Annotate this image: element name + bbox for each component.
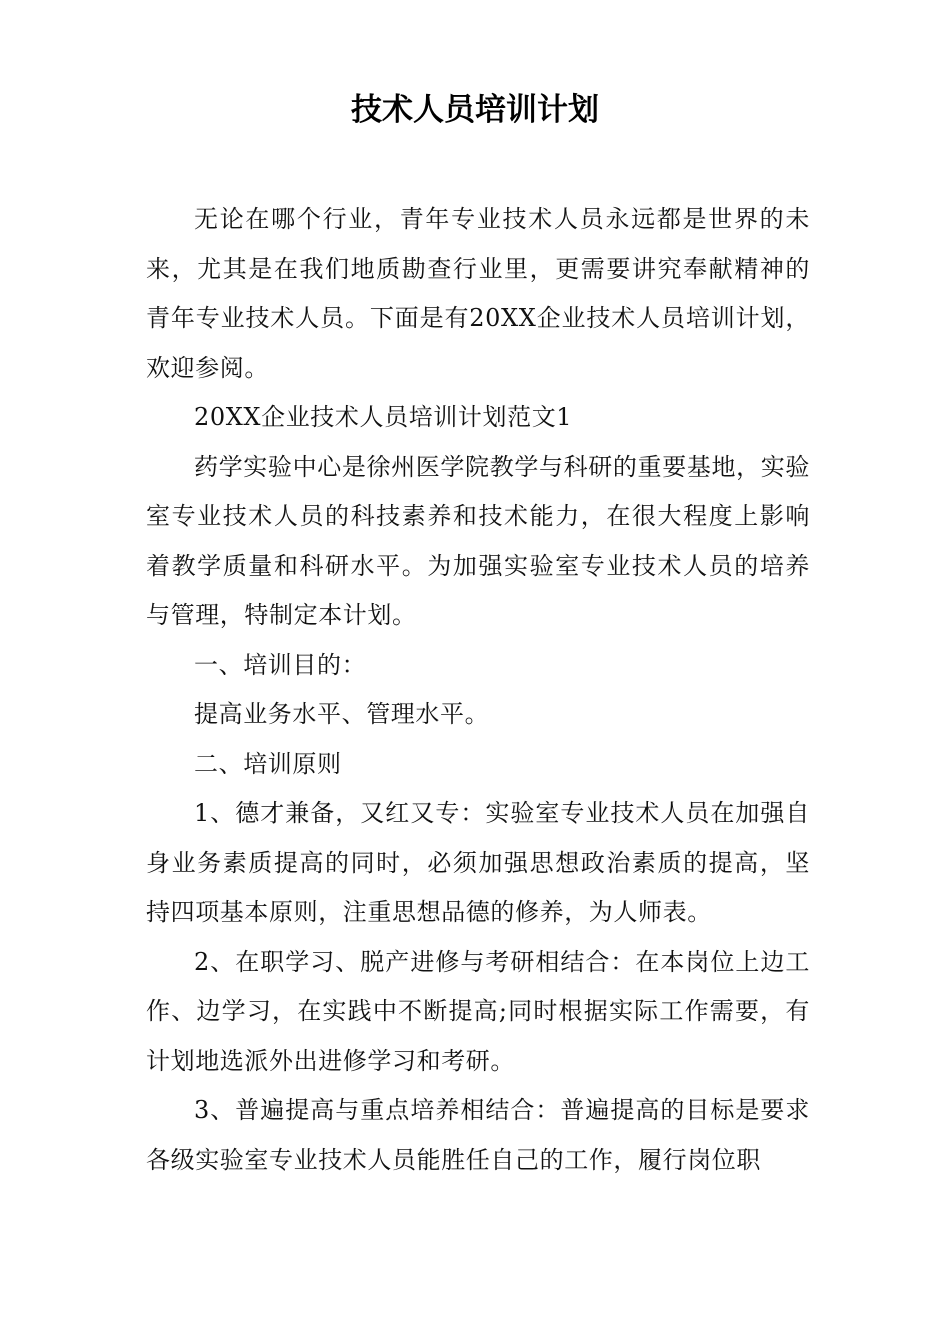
paragraph-section-purpose: 一、培训目的： (194, 650, 367, 679)
paragraph-intro: 无论在哪个行业，青年专业技术人员永远都是世界的未来，尤其是在我们地质勘查行业里，更需要讲究奉献精神的青年专业技术人员。下面是有20XX企业技术人员培训计划，欢迎参阅。 (146, 205, 810, 382)
document-body (146, 195, 810, 1185)
paragraph-purpose-text: 提高业务水平、管理水平。 (194, 700, 490, 728)
paragraph-center-intro: 药学实验中心是徐州医学院教学与科研的重要基地，实验室专业技术人员的科技素养和技术能力，在很大程度上影响着教学质量和科研水平。为加强实验室专业技术人员的培养与管理，特制定本计划。 (146, 452, 810, 629)
paragraph-principle-1: 1、德才兼备，又红又专：实验室专业技术人员在加强自身业务素质提高的同时，必须加强思想政治素质的提高，坚持四项基本原则，注重思想品德的修养，为人师表。 (146, 799, 810, 926)
paragraph-principle-2: 2、在职学习、脱产进修与考研相结合：在本岗位上边工作、边学习，在实践中不断提高;同时根据实际工作需要，有计划地选派外出进修学习和考研。 (146, 947, 810, 1075)
paragraph-section-principles: 二、培训原则 (194, 749, 342, 778)
paragraph-principle-3: 3、普遍提高与重点培养相结合：普遍提高的目标是要求各级实验室专业技术人员能胜任自己的工作，履行岗位职 (146, 1096, 810, 1174)
document-title: 技术人员培训计划 (351, 92, 599, 128)
paragraph-sample-heading: 20XX企业技术人员培训计划范文1 (194, 403, 573, 431)
